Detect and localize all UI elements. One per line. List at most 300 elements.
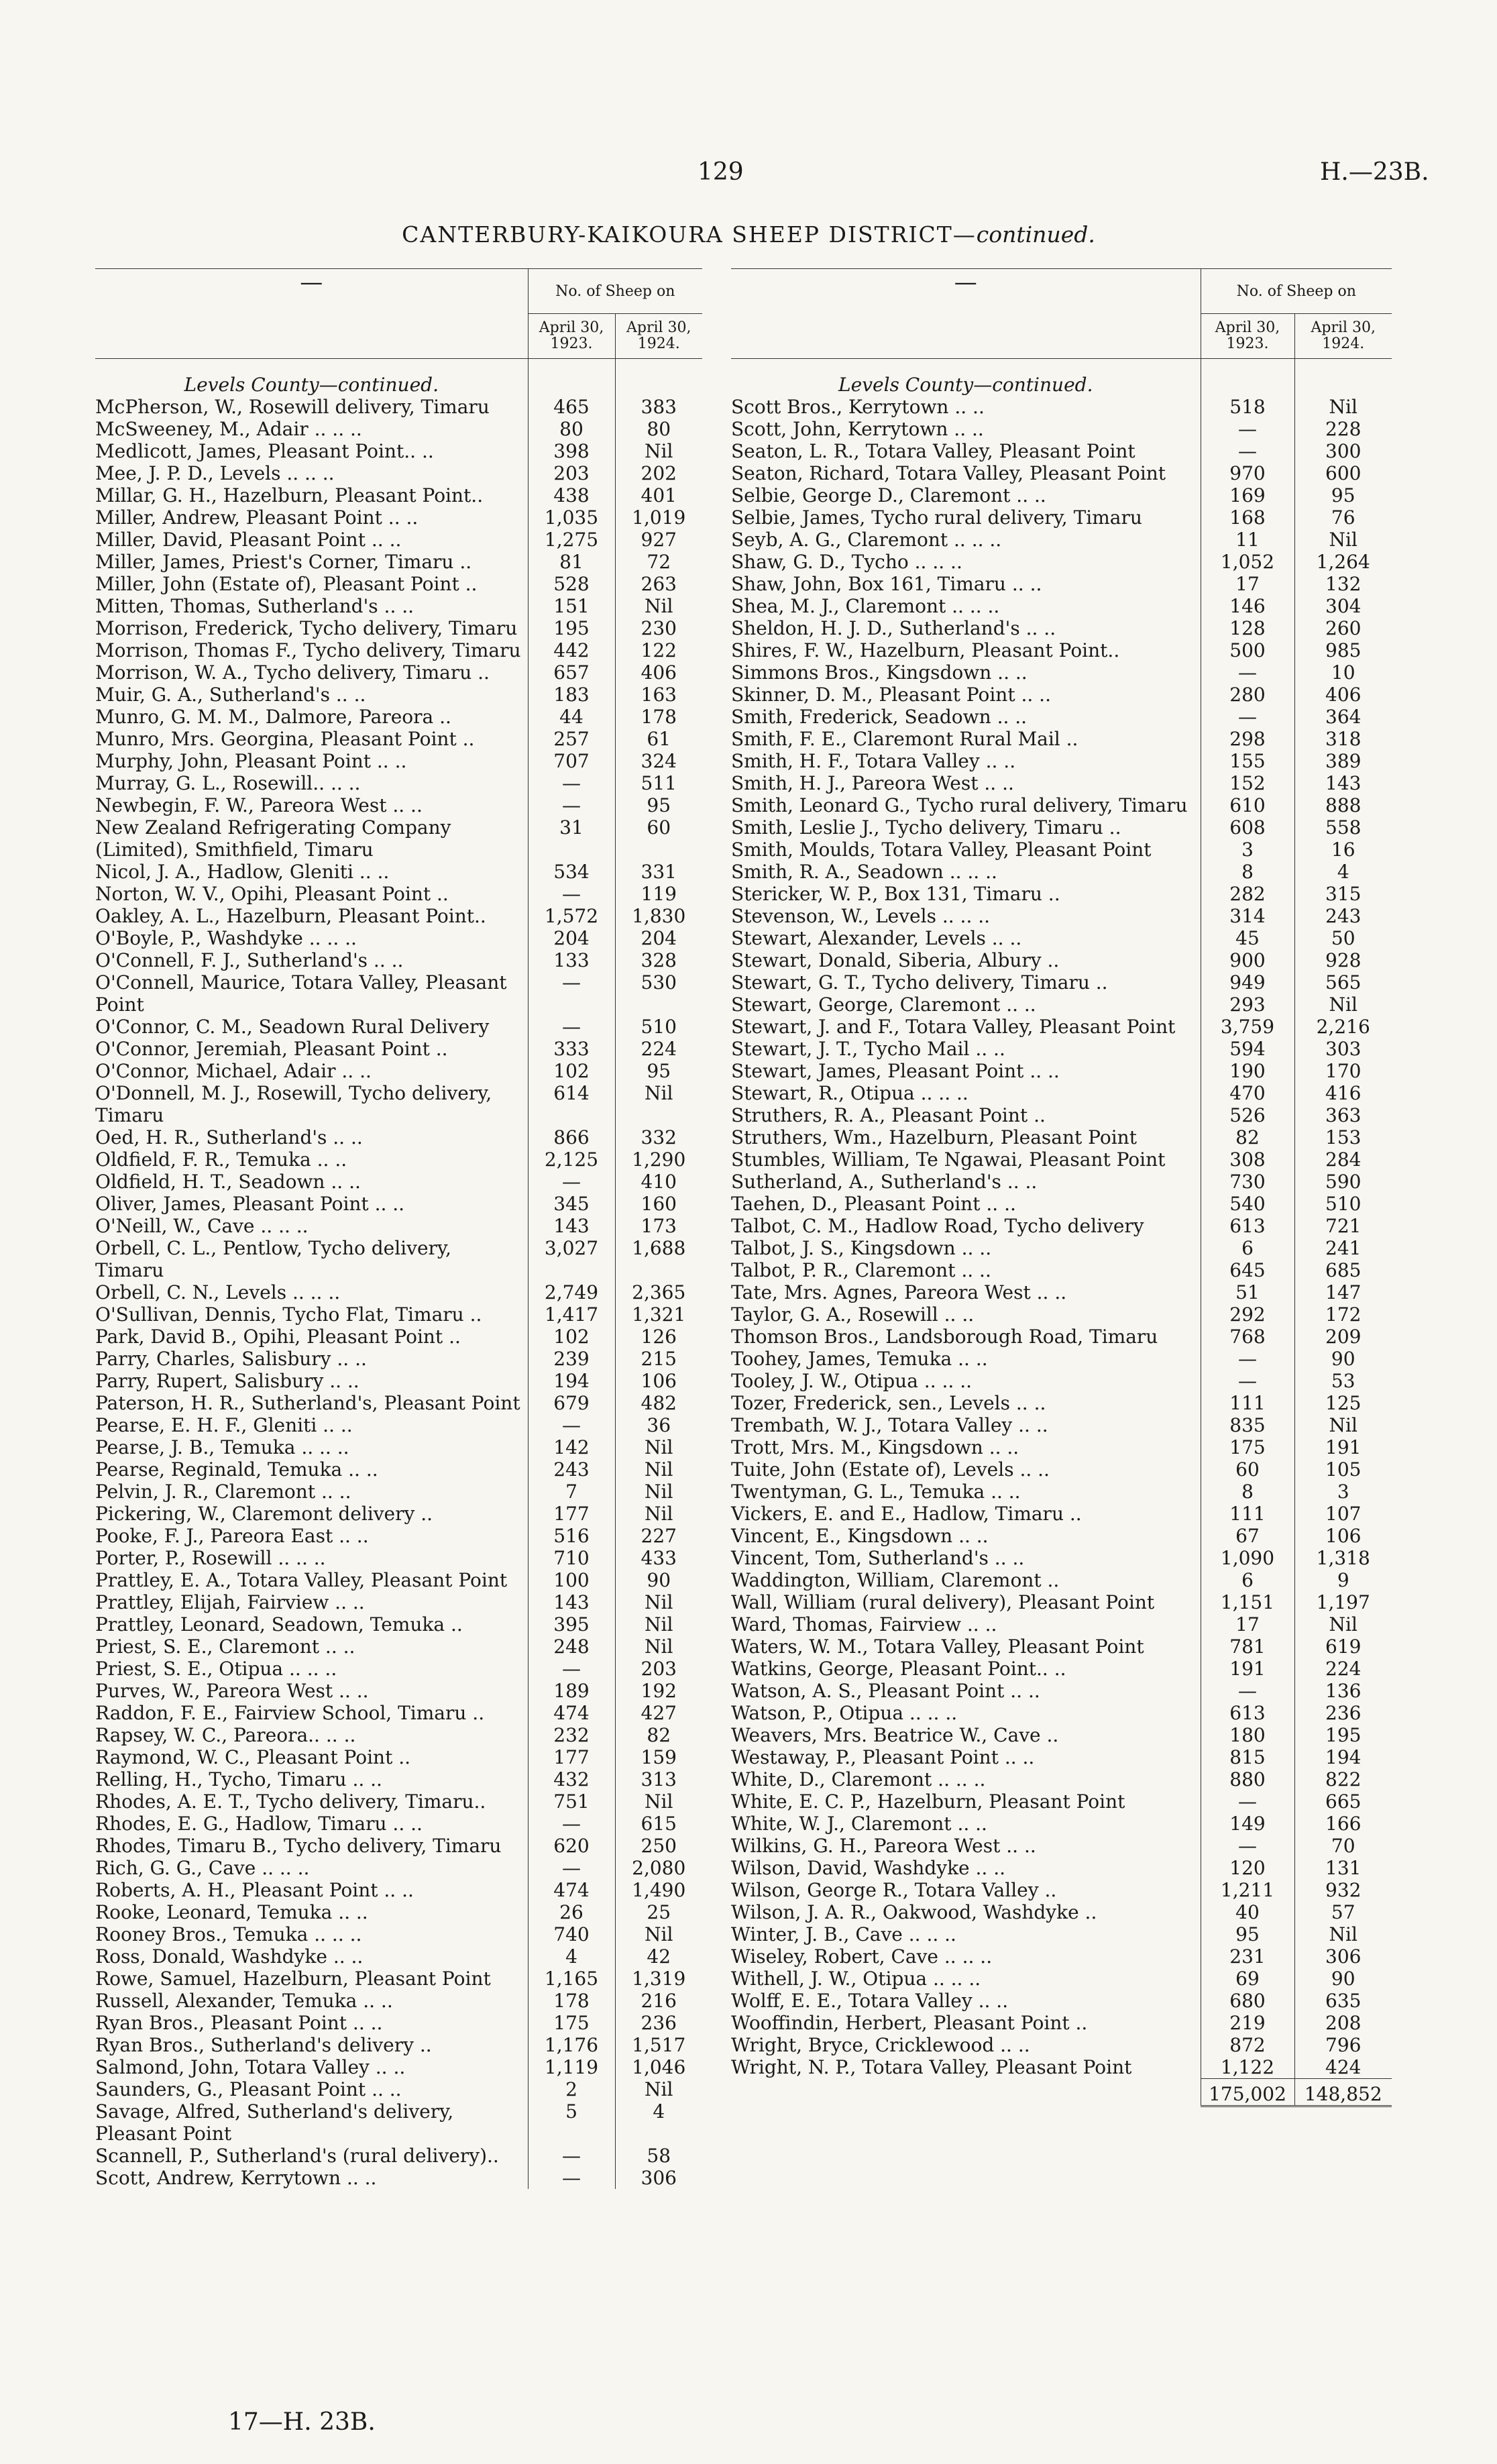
sheep-count-1923: 613 (1201, 1702, 1294, 1724)
sheep-count-1923: — (1201, 1790, 1294, 1813)
owner-name: Stewart, Alexander, Levels .. .. (731, 927, 1022, 949)
table-row (95, 1060, 702, 1082)
sheep-count-1924: 16 (1294, 839, 1392, 861)
table-row (731, 1569, 1392, 1591)
sheep-count-1924: 194 (1294, 1746, 1392, 1768)
sheep-count-1923: 203 (528, 462, 615, 484)
table-row (95, 661, 702, 684)
sheep-count-1923: 44 (528, 706, 615, 728)
table-row (731, 396, 1392, 418)
sheep-count-1923: 17 (1201, 573, 1294, 595)
sheep-count-1923: 102 (528, 1326, 615, 1348)
sheep-count-1924: 159 (615, 1746, 702, 1768)
owner-name: Smith, F. E., Claremont Rural Mail .. (731, 728, 1078, 750)
table-row (731, 1016, 1392, 1038)
sheep-count-1924: 2,216 (1294, 1016, 1392, 1038)
sheep-count-1924: 313 (615, 1768, 702, 1790)
sheep-count-1924: 10 (1294, 661, 1392, 684)
sheep-count-1924: 107 (1294, 1503, 1392, 1525)
sheep-count-1923: — (528, 1813, 615, 1835)
sheep-count-1924: 105 (1294, 1458, 1392, 1481)
sheep-count-1924: 191 (1294, 1436, 1392, 1458)
sheep-count-1924: 482 (615, 1392, 702, 1414)
table-row (731, 994, 1392, 1016)
owner-name: Ward, Thomas, Fairview .. .. (731, 1613, 997, 1636)
sheep-count-1924: 615 (615, 1813, 702, 1835)
table-row (731, 1082, 1392, 1104)
sheep-count-1923: 880 (1201, 1768, 1294, 1790)
sheep-count-1923: 679 (528, 1392, 615, 1414)
sheep-count-1924: 9 (1294, 1569, 1392, 1591)
table-row (731, 684, 1392, 706)
sheep-count-1923: 133 (528, 949, 615, 971)
sheep-count-1924: 364 (1294, 706, 1392, 728)
table-row (95, 573, 702, 595)
owner-name: Smith, H. J., Pareora West .. .. (731, 772, 1014, 794)
sheep-count-1923: 81 (528, 551, 615, 573)
table-row (731, 706, 1392, 728)
owner-name: Stevenson, W., Levels .. .. .. (731, 905, 991, 927)
owner-name: Medlicott, James, Pleasant Point.. .. (95, 440, 434, 462)
sheep-count-1924: 416 (1294, 1082, 1392, 1104)
sheep-count-1924: 306 (615, 2167, 702, 2189)
owner-name: Watkins, George, Pleasant Point.. .. (731, 1658, 1066, 1680)
sheep-count-1924: 796 (1294, 2034, 1392, 2056)
sheep-count-1924: 665 (1294, 1790, 1392, 1813)
left-name-header: — (95, 269, 528, 359)
sheep-count-1923: 474 (528, 1879, 615, 1901)
owner-name: Salmond, John, Totara Valley .. .. (95, 2056, 406, 2078)
sheep-count-1924: Nil (1294, 1414, 1392, 1436)
sheep-count-1923: 608 (1201, 816, 1294, 839)
table-row (731, 573, 1392, 595)
owner-name: Rooke, Leonard, Temuka .. .. (95, 1901, 368, 1923)
owner-name: Shaw, John, Box 161, Timaru .. .. (731, 573, 1042, 595)
owner-name: Pearse, J. B., Temuka .. .. .. (95, 1436, 349, 1458)
table-row (95, 1303, 702, 1326)
sheep-count-1923: 1,176 (528, 2034, 615, 2056)
sheep-count-1923: 177 (528, 1746, 615, 1768)
sheep-count-1923: 2,749 (528, 1281, 615, 1303)
sheep-count-1923: — (528, 1414, 615, 1436)
right-name-header: — (731, 269, 1201, 359)
owner-name: New Zealand Refrigerating Company (Limited), Smithfield, Timaru (95, 816, 451, 861)
owner-name: Trembath, W. J., Totara Valley .. .. (731, 1414, 1048, 1436)
owner-name: Raymond, W. C., Pleasant Point .. (95, 1746, 411, 1768)
sheep-count-1924: 72 (615, 551, 702, 573)
owner-name: Tozer, Frederick, sen., Levels .. .. (731, 1392, 1046, 1414)
sheep-count-1923: 5 (528, 2100, 615, 2145)
sheep-count-1923: 1,165 (528, 1968, 615, 1990)
sheep-count-1924: Nil (615, 1613, 702, 1636)
sheep-count-1923: 751 (528, 1790, 615, 1813)
owner-name: Murphy, John, Pleasant Point .. .. (95, 750, 407, 772)
table-row (95, 440, 702, 462)
sheep-count-1924: 25 (615, 1901, 702, 1923)
left-table-body (95, 359, 702, 2190)
sheep-count-1923: 183 (528, 684, 615, 706)
owner-name: Waddington, William, Claremont .. (731, 1569, 1060, 1591)
owner-name: Priest, S. E., Claremont .. .. (95, 1636, 355, 1658)
sheep-count-1924: 304 (1294, 595, 1392, 617)
sheep-count-1923: 17 (1201, 1613, 1294, 1636)
sheep-count-1923: — (528, 1171, 615, 1193)
table-row (95, 396, 702, 418)
sheep-count-1923: 707 (528, 750, 615, 772)
table-row (731, 595, 1392, 617)
table-row (95, 1038, 702, 1060)
owner-name: Pearse, Reginald, Temuka .. .. (95, 1458, 378, 1481)
sheep-count-1924: Nil (615, 1082, 702, 1126)
owner-name: Prattley, Elijah, Fairview .. .. (95, 1591, 365, 1613)
table-row (95, 1945, 702, 1968)
table-row (731, 971, 1392, 994)
sheep-count-1923: — (528, 772, 615, 794)
owner-name: Stewart, G. T., Tycho delivery, Timaru .. (731, 971, 1108, 994)
sheep-count-1923: 500 (1201, 639, 1294, 661)
sheep-count-1923: 835 (1201, 1414, 1294, 1436)
right-group-header: No. of Sheep on (1201, 269, 1392, 314)
owner-name: McSweeney, M., Adair .. .. .. (95, 418, 362, 440)
title-continued: continued. (976, 221, 1095, 248)
sheep-count-1924: 590 (1294, 1171, 1392, 1193)
owner-name: Scott Bros., Kerrytown .. .. (731, 396, 985, 418)
table-row (731, 1835, 1392, 1857)
sheep-count-1924: Nil (615, 1591, 702, 1613)
table-row (95, 927, 702, 949)
owner-name: Waters, W. M., Totara Valley, Pleasant Point (731, 1636, 1144, 1658)
table-row (731, 1237, 1392, 1259)
owner-name: Smith, Frederick, Seadown .. .. (731, 706, 1028, 728)
sheep-count-1923: — (528, 1857, 615, 1879)
owner-name: Wall, William (rural delivery), Pleasant Point (731, 1591, 1155, 1613)
sheep-count-1923: 526 (1201, 1104, 1294, 1126)
sheep-count-1924: 195 (1294, 1724, 1392, 1746)
owner-name: Wilson, George R., Totara Valley .. (731, 1879, 1057, 1901)
sheep-count-1924: Nil (615, 2078, 702, 2100)
sheep-count-1924: 76 (1294, 506, 1392, 529)
sheep-count-1923: 470 (1201, 1082, 1294, 1104)
table-row (731, 1060, 1392, 1082)
owner-name: Talbot, C. M., Hadlow Road, Tycho delivery (731, 1215, 1144, 1237)
table-row (95, 1724, 702, 1746)
table-row (731, 1724, 1392, 1746)
table-row (731, 2056, 1392, 2079)
right-col-1923-header: April 30, 1923. (1201, 314, 1294, 359)
owner-name: Stumbles, William, Te Ngawai, Pleasant Point (731, 1148, 1166, 1171)
table-row (95, 1281, 702, 1303)
owner-name: Weavers, Mrs. Beatrice W., Cave .. (731, 1724, 1059, 1746)
sheep-count-1924: 125 (1294, 1392, 1392, 1414)
owner-name: Tooley, J. W., Otipua .. .. .. (731, 1370, 972, 1392)
table-row (731, 551, 1392, 573)
sheep-count-1924: 1,490 (615, 1879, 702, 1901)
table-row (95, 2034, 702, 2056)
sheep-count-1924: 284 (1294, 1148, 1392, 1171)
table-row (95, 861, 702, 883)
sheep-count-1923: 645 (1201, 1259, 1294, 1281)
sheep-count-1924: 1,019 (615, 506, 702, 529)
sheep-count-1923: 2,125 (528, 1148, 615, 1171)
sheep-count-1923: 1,119 (528, 2056, 615, 2078)
table-row (731, 1259, 1392, 1281)
table-row (95, 1370, 702, 1392)
sheep-count-1924: 42 (615, 1945, 702, 1968)
sheep-count-1923: 248 (528, 1636, 615, 1658)
sheep-count-1923: — (1201, 661, 1294, 684)
sheep-count-1923: 26 (528, 1901, 615, 1923)
sheep-count-1923: 516 (528, 1525, 615, 1547)
owner-name: O'Donnell, M. J., Rosewill, Tycho delivery, Timaru (95, 1082, 492, 1126)
sheep-count-1923: — (1201, 418, 1294, 440)
table-row (95, 2056, 702, 2078)
sheep-count-1923: 100 (528, 1569, 615, 1591)
right-col-1924-header: April 30, 1924. (1294, 314, 1392, 359)
sheep-count-1923: — (1201, 1680, 1294, 1702)
table-row (731, 905, 1392, 927)
table-row (95, 1813, 702, 1835)
table-row (95, 2167, 702, 2189)
table-row (731, 1613, 1392, 1636)
table-row (731, 1768, 1392, 1790)
owner-name: Smith, H. F., Totara Valley .. .. (731, 750, 1016, 772)
right-sheep-table (731, 268, 1392, 2107)
table-row (95, 1458, 702, 1481)
table-row (95, 816, 702, 861)
sheep-count-1924: Nil (1294, 1613, 1392, 1636)
table-row (95, 639, 702, 661)
owner-name: Wilson, David, Washdyke .. .. (731, 1857, 1006, 1879)
owner-name: O'Boyle, P., Washdyke .. .. .. (95, 927, 357, 949)
table-row (731, 1790, 1392, 1813)
owner-name: Rhodes, Timaru B., Tycho delivery, Timaru (95, 1835, 502, 1857)
sheep-count-1923: 151 (528, 595, 615, 617)
sheep-count-1924: 300 (1294, 440, 1392, 462)
table-row (731, 1857, 1392, 1879)
sheep-count-1923: 8 (1201, 1481, 1294, 1503)
table-row (95, 506, 702, 529)
table-row (95, 1237, 702, 1281)
right-section-heading: Levels County—continued. (838, 374, 1093, 396)
sheep-count-1923: 282 (1201, 883, 1294, 905)
owner-name: Wilkins, G. H., Pareora West .. .. (731, 1835, 1036, 1857)
owner-name: Parry, Rupert, Salisbury .. .. (95, 1370, 359, 1392)
sheep-count-1924: 1,290 (615, 1148, 702, 1171)
sheep-count-1923: 949 (1201, 971, 1294, 994)
sheep-count-1923: 168 (1201, 506, 1294, 529)
sheep-count-1924: 2,080 (615, 1857, 702, 1879)
table-row (95, 883, 702, 905)
sheep-count-1924: 1,197 (1294, 1591, 1392, 1613)
owner-name: Oed, H. R., Sutherland's .. .. (95, 1126, 363, 1148)
sheep-count-1923: 6 (1201, 1237, 1294, 1259)
owner-name: Wiseley, Robert, Cave .. .. .. (731, 1945, 993, 1968)
sheep-count-1924: 250 (615, 1835, 702, 1857)
sheep-count-1923: 3,027 (528, 1237, 615, 1281)
owner-name: Relling, H., Tycho, Timaru .. .. (95, 1768, 382, 1790)
sheep-count-1924: 406 (615, 661, 702, 684)
sheep-count-1923: — (528, 2145, 615, 2167)
left-col-1923-header: April 30, 1923. (528, 314, 615, 359)
table-row (95, 462, 702, 484)
sheep-count-1923: 534 (528, 861, 615, 883)
table-row (95, 728, 702, 750)
sheep-count-1924: 90 (1294, 1968, 1392, 1990)
table-row (95, 1525, 702, 1547)
owner-name: Wilson, J. A. R., Oakwood, Washdyke .. (731, 1901, 1097, 1923)
owner-name: Morrison, Thomas F., Tycho delivery, Timaru (95, 639, 521, 661)
sheep-count-1924: 131 (1294, 1857, 1392, 1879)
sheep-count-1924: Nil (615, 1503, 702, 1525)
owner-name: Seyb, A. G., Claremont .. .. .. (731, 529, 1002, 551)
owner-name: O'Connor, Michael, Adair .. .. (95, 1060, 372, 1082)
sheep-count-1924: Nil (1294, 396, 1392, 418)
sheep-count-1924: 224 (615, 1038, 702, 1060)
sheep-count-1923: — (528, 794, 615, 816)
table-row (95, 529, 702, 551)
owner-name: Winter, J. B., Cave .. .. .. (731, 1923, 956, 1945)
sheep-count-1923: 730 (1201, 1171, 1294, 1193)
owner-name: White, W. J., Claremont .. .. (731, 1813, 987, 1835)
sheep-count-1923: 177 (528, 1503, 615, 1525)
table-row (731, 1990, 1392, 2012)
sheep-count-1924: 328 (615, 949, 702, 971)
table-row (731, 639, 1392, 661)
sheep-count-1923: 292 (1201, 1303, 1294, 1326)
sheep-count-1923: 872 (1201, 2034, 1294, 2056)
sheep-count-1924: 160 (615, 1193, 702, 1215)
table-row (731, 1945, 1392, 1968)
table-row (731, 1702, 1392, 1724)
sheep-count-1923: 194 (528, 1370, 615, 1392)
owner-name: Smith, Moulds, Totara Valley, Pleasant Point (731, 839, 1152, 861)
owner-name: Skinner, D. M., Pleasant Point .. .. (731, 684, 1051, 706)
table-row (731, 883, 1392, 905)
sheep-count-1924: 888 (1294, 794, 1392, 816)
owner-name: Savage, Alfred, Sutherland's delivery, Pleasant Point (95, 2100, 454, 2145)
owner-name: Smith, Leonard G., Tycho rural delivery, Timaru (731, 794, 1188, 816)
sheep-count-1924: 192 (615, 1680, 702, 1702)
table-row (731, 1813, 1392, 1835)
owner-name: Stewart, George, Claremont .. .. (731, 994, 1036, 1016)
owner-name: O'Neill, W., Cave .. .. .. (95, 1215, 309, 1237)
table-row (731, 1658, 1392, 1680)
sheep-count-1924: Nil (615, 1481, 702, 1503)
owner-name: Ryan Bros., Sutherland's delivery .. (95, 2034, 432, 2056)
sheep-count-1923: 768 (1201, 1326, 1294, 1348)
owner-name: Sutherland, A., Sutherland's .. .. (731, 1171, 1038, 1193)
sheep-count-1923: 398 (528, 440, 615, 462)
table-row (95, 1835, 702, 1857)
sheep-count-1924: 241 (1294, 1237, 1392, 1259)
sheep-count-1923: 620 (528, 1835, 615, 1857)
owner-name: Miller, John (Estate of), Pleasant Point .. (95, 573, 478, 595)
title-main: CANTERBURY-KAIKOURA SHEEP DISTRICT— (402, 221, 977, 248)
table-row (95, 1680, 702, 1702)
table-row (731, 794, 1392, 816)
owner-name: Shires, F. W., Hazelburn, Pleasant Point.. (731, 639, 1120, 661)
sheep-count-1924: 530 (615, 971, 702, 1016)
owner-name: Tate, Mrs. Agnes, Pareora West .. .. (731, 1281, 1067, 1303)
sheep-count-1924: 147 (1294, 1281, 1392, 1303)
sheep-count-1923: 146 (1201, 595, 1294, 617)
sheep-count-1923: 1,122 (1201, 2056, 1294, 2079)
sheep-count-1924: 363 (1294, 1104, 1392, 1126)
sheep-count-1924: 985 (1294, 639, 1392, 661)
sheep-count-1923: 191 (1201, 1658, 1294, 1680)
owner-name: Watson, A. S., Pleasant Point .. .. (731, 1680, 1040, 1702)
table-row (95, 1148, 702, 1171)
sheep-count-1924: 243 (1294, 905, 1392, 927)
owner-name: White, E. C. P., Hazelburn, Pleasant Point (731, 1790, 1125, 1813)
table-row (731, 1126, 1392, 1148)
sheep-count-1924: 216 (615, 1990, 702, 2012)
sheep-count-1923: 740 (528, 1923, 615, 1945)
sheep-count-1923: 1,275 (528, 529, 615, 551)
table-row (95, 1636, 702, 1658)
sheep-count-1923: 465 (528, 396, 615, 418)
sheep-count-1923: — (528, 1016, 615, 1038)
sheep-count-1923: 95 (1201, 1923, 1294, 1945)
table-row (731, 462, 1392, 484)
table-row (731, 529, 1392, 551)
owner-name: Morrison, Frederick, Tycho delivery, Timaru (95, 617, 518, 639)
sheep-count-1923: 1,572 (528, 905, 615, 927)
owner-name: Mitten, Thomas, Sutherland's .. .. (95, 595, 414, 617)
sheep-count-1924: 227 (615, 1525, 702, 1547)
table-row (731, 1326, 1392, 1348)
table-row (95, 1879, 702, 1901)
table-row (731, 661, 1392, 684)
sheep-count-1923: — (1201, 706, 1294, 728)
sheep-count-1923: — (528, 1658, 615, 1680)
owner-name: Scott, Andrew, Kerrytown .. .. (95, 2167, 377, 2189)
table-row (731, 772, 1392, 794)
owner-name: Oldfield, H. T., Seadown .. .. (95, 1171, 361, 1193)
owner-name: Trott, Mrs. M., Kingsdown .. .. (731, 1436, 1019, 1458)
sheep-count-1924: 263 (615, 573, 702, 595)
owner-name: Ryan Bros., Pleasant Point .. .. (95, 2012, 383, 2034)
sheep-count-1924: 721 (1294, 1215, 1392, 1237)
table-row (731, 418, 1392, 440)
sheep-count-1923: 178 (528, 1990, 615, 2012)
sheep-count-1923: 657 (528, 661, 615, 684)
owner-name: Rapsey, W. C., Pareora.. .. .. (95, 1724, 356, 1746)
owner-name: Sheldon, H. J. D., Sutherland's .. .. (731, 617, 1056, 639)
owner-name: Orbell, C. N., Levels .. .. .. (95, 1281, 341, 1303)
sheep-count-1924: 208 (1294, 2012, 1392, 2034)
owner-name: Purves, W., Pareora West .. .. (95, 1680, 369, 1702)
sheep-count-1924: 202 (615, 462, 702, 484)
sheep-count-1924: 427 (615, 1702, 702, 1724)
sheep-count-1923: 613 (1201, 1215, 1294, 1237)
table-row (95, 1923, 702, 1945)
sheep-count-1924: 122 (615, 639, 702, 661)
owner-name: Wright, Bryce, Cricklewood .. .. (731, 2034, 1030, 2056)
owner-name: Stewart, Donald, Siberia, Albury .. (731, 949, 1060, 971)
table-row (731, 1879, 1392, 1901)
sheep-count-1924: 204 (615, 927, 702, 949)
owner-name: Tuite, John (Estate of), Levels .. .. (731, 1458, 1050, 1481)
owner-name: Shaw, G. D., Tycho .. .. .. (731, 551, 962, 573)
sheep-count-1923: 143 (528, 1591, 615, 1613)
page-title (0, 221, 1497, 248)
sheep-count-1924: 173 (615, 1215, 702, 1237)
owner-name: Porter, P., Rosewill .. .. .. (95, 1547, 326, 1569)
sheep-count-1923: 243 (528, 1458, 615, 1481)
sheep-count-1924: 4 (615, 2100, 702, 2145)
sheep-count-1923: 280 (1201, 684, 1294, 706)
